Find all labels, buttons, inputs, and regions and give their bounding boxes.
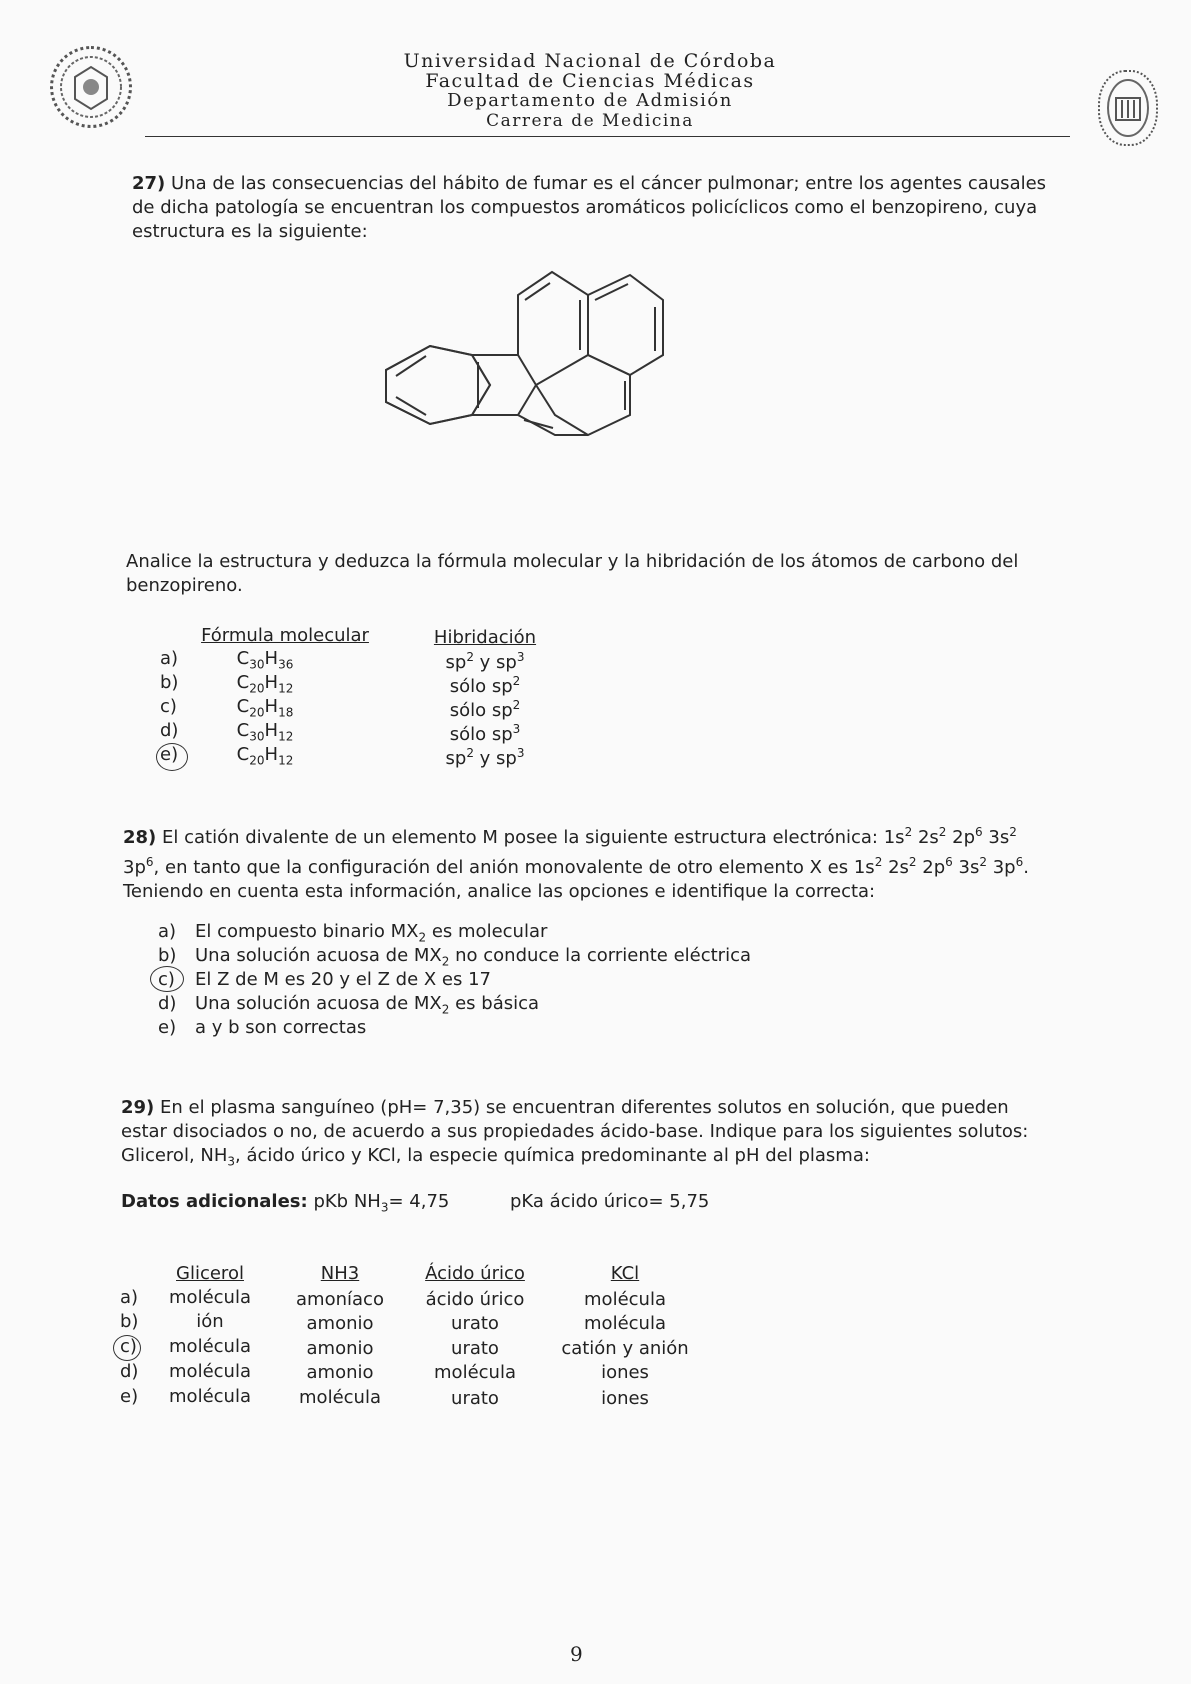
q27-hybridization: $sp^2$ y $sp^3$	[445, 746, 525, 769]
q29-cell: ácido úrico	[425, 1289, 525, 1310]
additional-data-pka: pKa ácido úrico= 5,75	[510, 1191, 710, 1212]
q27-formula: $C_{30}H_{36}$	[236, 648, 294, 672]
crest-icon	[53, 49, 129, 125]
question-27-prompt: Analice la estructura y deduzca la fórmula molecular y la hibridación de los átomos de carbono del benzopireno.	[126, 551, 1019, 596]
additional-data	[121, 1190, 449, 1220]
q29-row-letter: d)	[120, 1361, 139, 1382]
q27-formula: $C_{30}H_{12}$	[236, 720, 294, 744]
q29-header-glicerol: Glicerol	[176, 1263, 244, 1284]
q27-formula: $C_{20}H_{18}$	[236, 696, 294, 720]
q27-hybridization: sólo $sp^3$	[449, 722, 521, 745]
q29-cell: molécula	[169, 1287, 251, 1308]
q29-cell: urato	[451, 1313, 499, 1334]
question-28-text-b: en tanto que la configuración del anión monovalente de otro elemento X es	[165, 857, 849, 878]
q28-option-text: El Z de M es 20 y el Z de X es 17	[195, 969, 491, 990]
q29-row-letter: a)	[120, 1287, 139, 1308]
question-27-text: Una de las consecuencias del hábito de fumar es el cáncer pulmonar; entre los agentes causales de dicha patología se encuentran los compuestos aromáticos policíclicos como el benzopireno, cuya estructura es la siguiente:	[132, 173, 1047, 242]
q28-option-letter: a)	[158, 921, 177, 942]
anion-configuration: $1s^2$ $2s^2$ $2p^6$ $3s^2$ $3p^6$.	[853, 855, 1029, 878]
q29-row-letter: c)	[120, 1336, 137, 1357]
question-28-text-a: El catión divalente de un elemento M posee la siguiente estructura electrónica:	[162, 827, 878, 848]
header-faculty: Facultad de Ciencias Médicas	[425, 70, 755, 92]
q29-cell: iones	[601, 1362, 649, 1383]
q27-option-letter: e)	[160, 744, 179, 765]
q29-header-nh3: NH3	[320, 1263, 360, 1284]
q27-hybridization: $sp^2$ y $sp^3$	[445, 650, 525, 673]
q27-option-letter: d)	[160, 720, 179, 741]
question-27-number: 27)	[132, 173, 166, 194]
q27-hybridization: sólo $sp^2$	[449, 698, 521, 721]
page-number: 9	[570, 1642, 583, 1666]
header-divider	[145, 136, 1070, 137]
q29-cell: amonio	[306, 1338, 374, 1359]
additional-data-pkb: pKb $NH_3= 4,75$	[313, 1191, 450, 1215]
q27-option-letter: c)	[160, 696, 177, 717]
q29-cell: urato	[451, 1388, 499, 1409]
q28-option-letter: d)	[158, 993, 177, 1014]
q27-option-letter: a)	[160, 648, 179, 669]
question-28-number: 28)	[123, 827, 157, 848]
q29-cell: molécula	[169, 1361, 251, 1382]
q27-formula: $C_{20}H_{12}$	[236, 672, 294, 696]
q27-option-letter: b)	[160, 672, 179, 693]
q29-row-letter: b)	[120, 1311, 139, 1332]
q29-cell: iones	[601, 1388, 649, 1409]
question-29-text: En el plasma sanguíneo (pH= 7,35) se encuentran diferentes solutos en solución, que pueden estar disociados o no, de acuerdo a sus propiedades ácido-base. Indique para los siguientes solutos: Glicerol, $NH_3$, ácido úrico y KCl, la especie química predominante al pH del plasma:	[121, 1097, 1029, 1169]
question-29-number: 29)	[121, 1097, 155, 1118]
q27-header-hybridization: Hibridación	[433, 627, 537, 648]
q29-row-letter: e)	[120, 1386, 139, 1407]
q27-formula: $C_{20}H_{12}$	[236, 744, 294, 768]
q28-option-text: a y b son correctas	[195, 1017, 367, 1038]
q28-option-text: El compuesto binario $MX_2$ es molecular	[195, 921, 548, 945]
q27-hybridization: sólo $sp^2$	[449, 674, 521, 697]
q29-cell: ión	[196, 1311, 224, 1332]
q29-cell: molécula	[169, 1336, 251, 1357]
q29-cell: molécula	[584, 1313, 666, 1334]
question-28	[123, 820, 1053, 904]
building-icon	[1100, 72, 1156, 144]
benzopyrene-structure	[380, 255, 720, 480]
q29-cell: urato	[451, 1338, 499, 1359]
q29-cell: molécula	[299, 1387, 381, 1408]
question-27	[132, 172, 1052, 244]
q29-cell: molécula	[584, 1289, 666, 1310]
q28-option-letter: c)	[158, 969, 175, 990]
q29-cell: amonio	[306, 1313, 374, 1334]
q29-cell: amoníaco	[296, 1289, 384, 1310]
q27-header-formula: Fórmula molecular	[201, 625, 369, 646]
question-29	[121, 1096, 1056, 1174]
q28-option-letter: b)	[158, 945, 177, 966]
q28-option-letter: e)	[158, 1017, 177, 1038]
header-department: Departamento de Admisión	[447, 90, 733, 111]
q29-cell: molécula	[434, 1362, 516, 1383]
q29-cell: molécula	[169, 1386, 251, 1407]
additional-data-label: Datos adicionales:	[121, 1191, 308, 1212]
q28-option-text: Una solución acuosa de $MX_2$ es básica	[195, 993, 540, 1017]
cation-configuration: $1s^2$ $2s^2$ $2p^6$ $3s^2$ $3p^6$,	[123, 825, 1017, 878]
header-university: Universidad Nacional de Córdoba	[403, 50, 777, 72]
q29-header-kcl: KCl	[610, 1263, 640, 1284]
university-seal-left	[50, 46, 132, 128]
question-28-text-c: Teniendo en cuenta esta información, analice las opciones e identifique la correcta:	[123, 881, 876, 902]
faculty-seal-right	[1098, 70, 1158, 146]
q29-cell: amonio	[306, 1362, 374, 1383]
q29-header-uric-acid: Ácido úrico	[425, 1263, 525, 1284]
q28-option-text: Una solución acuosa de $MX_2$ no conduce la corriente eléctrica	[195, 945, 752, 969]
q29-cell: catión y anión	[561, 1338, 689, 1359]
header-career: Carrera de Medicina	[486, 111, 694, 131]
